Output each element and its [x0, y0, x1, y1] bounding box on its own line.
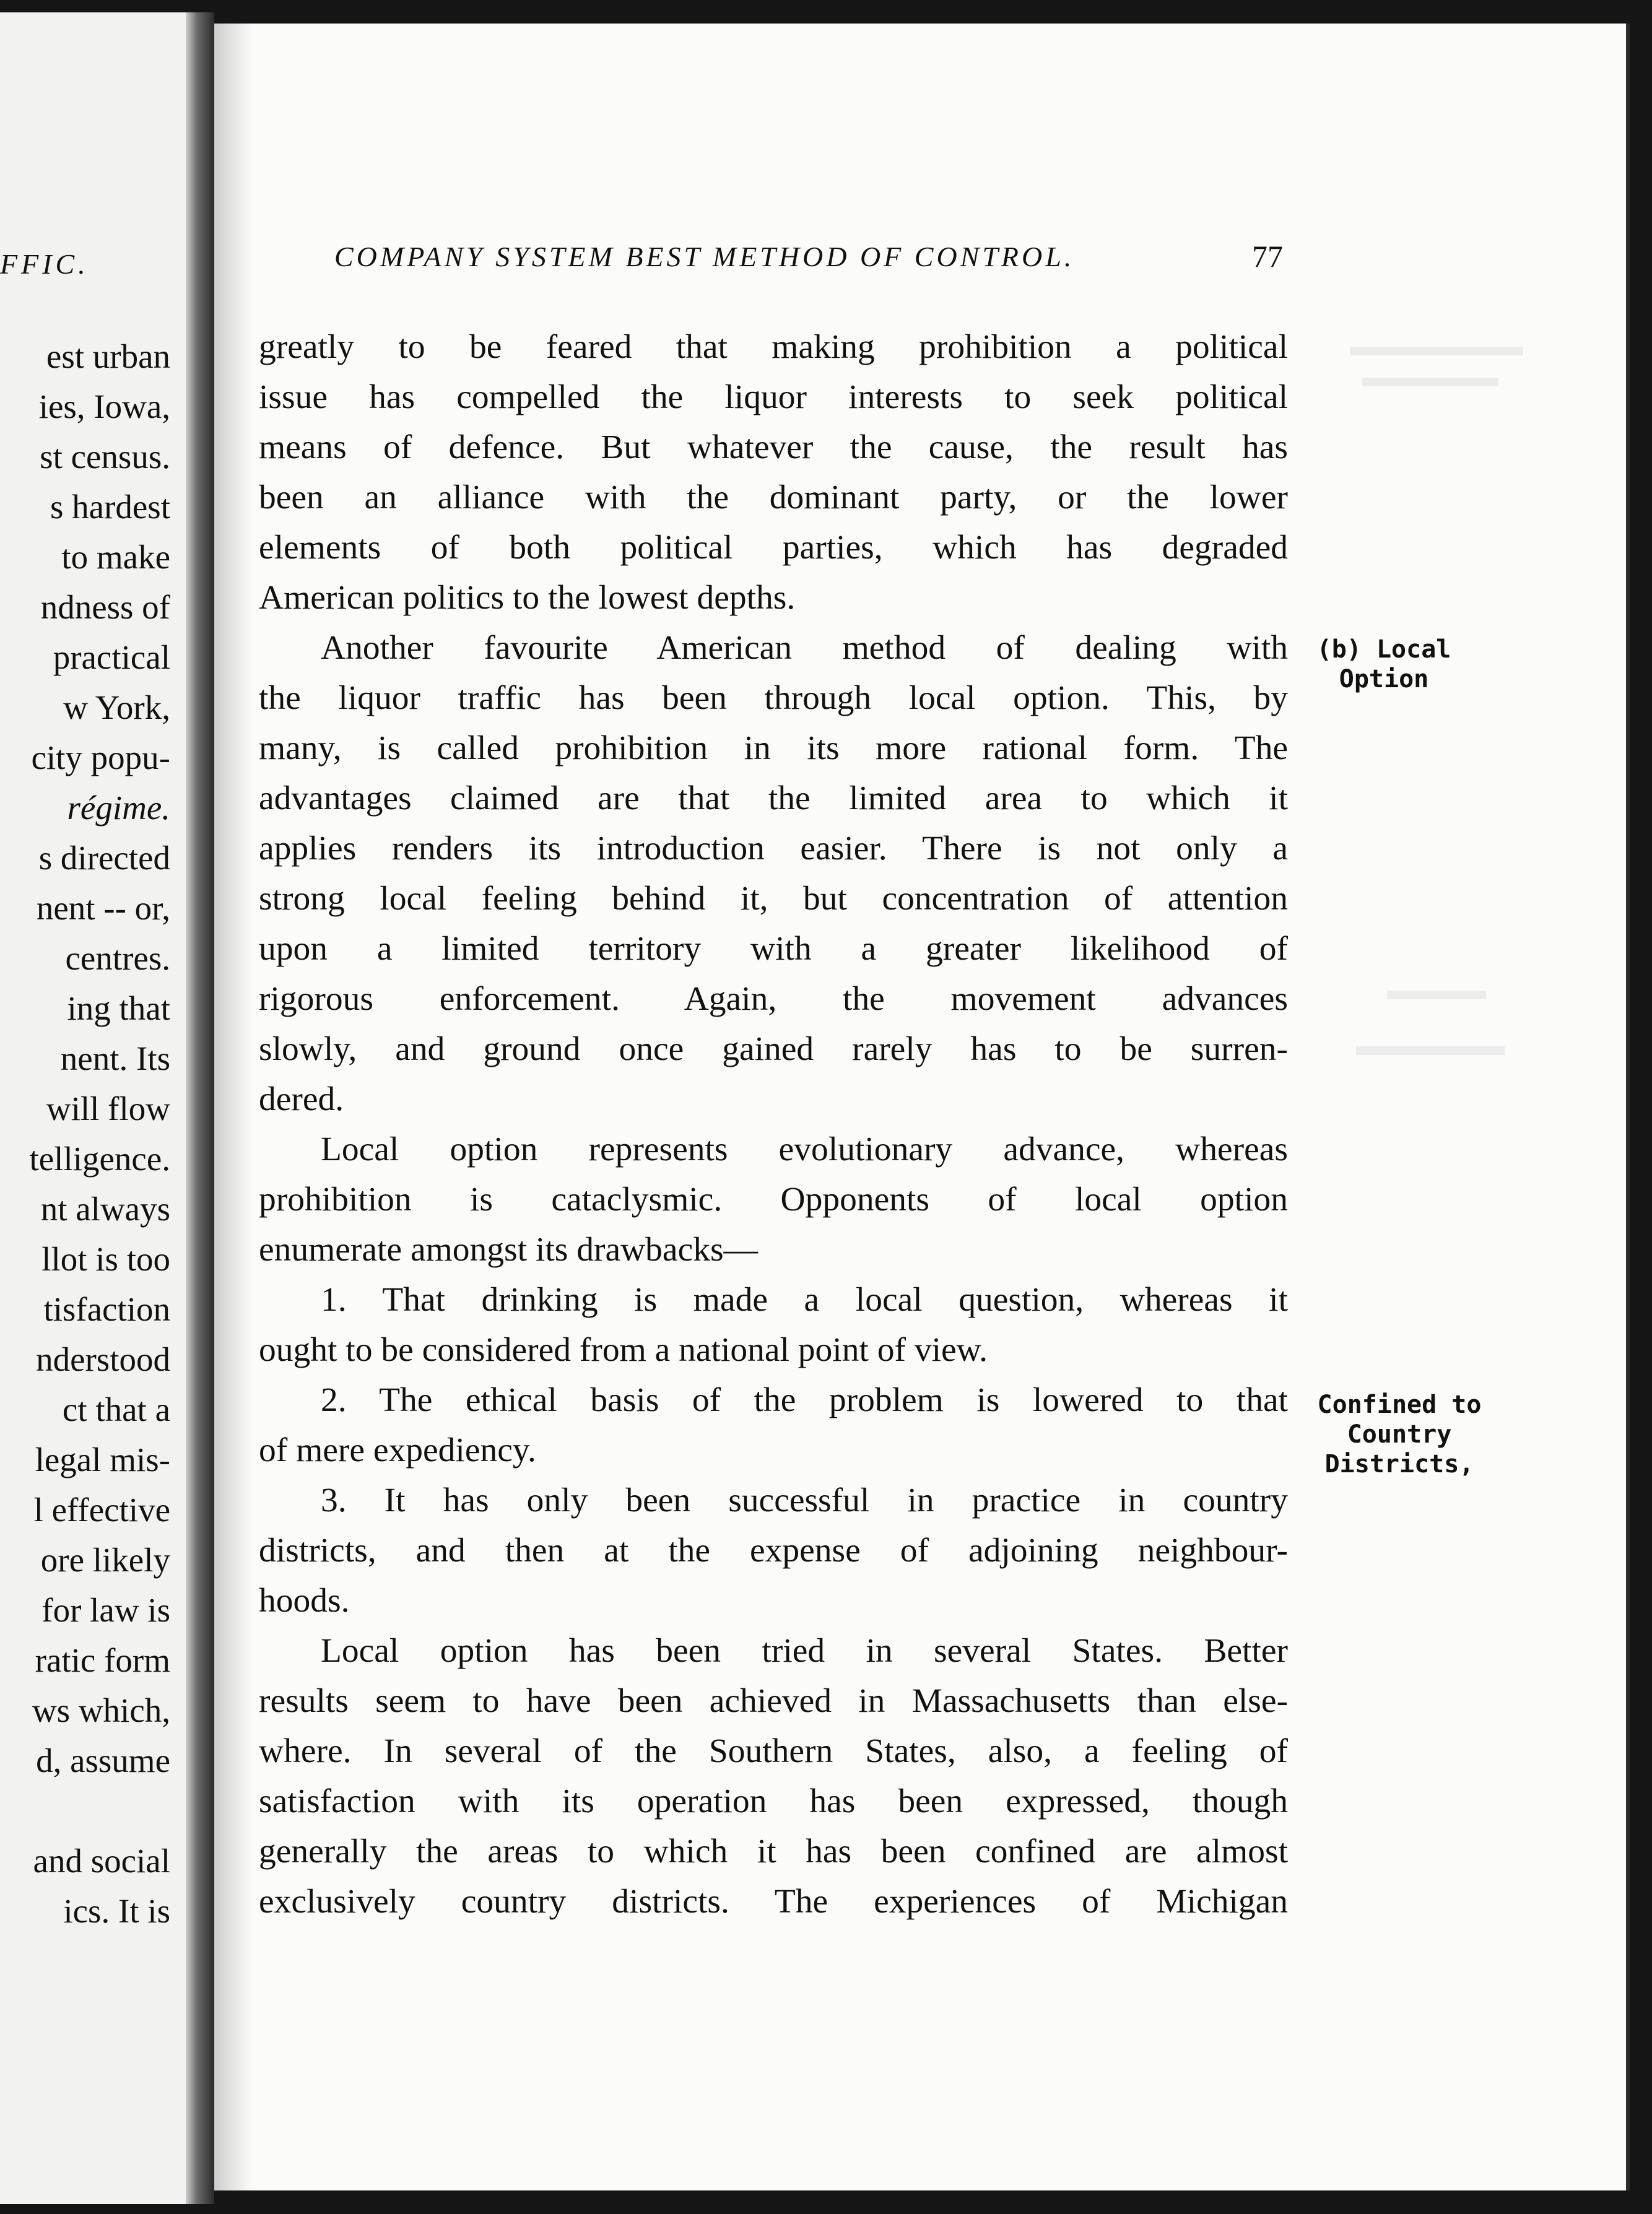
previous-page-strip [0, 12, 186, 2204]
previous-page-line: s hardest [50, 488, 170, 526]
margin-note-line: Option [1339, 665, 1429, 693]
text-line: exclusively country districts. The experiences of Michigan [259, 1883, 1288, 1921]
text-line: advantages claimed are that the limited area to which it [259, 779, 1288, 817]
body-text [259, 322, 1288, 1927]
text-line: many, is called prohibition in its more rational form. The [259, 729, 1288, 767]
text-line: hoods. [259, 1582, 350, 1620]
previous-page-line: est urban [46, 337, 170, 375]
previous-page-line: centres. [65, 939, 170, 977]
text-line: satisfaction with its operation has been expressed, though [259, 1782, 1288, 1820]
text-line: Local option represents evolutionary advance, whereas [321, 1131, 1288, 1168]
text-line: been an alliance with the dominant party, or the lower [259, 479, 1288, 516]
text-line: slowly, and ground once gained rarely has to be surren- [259, 1030, 1288, 1068]
previous-page-line: tisfaction [43, 1290, 170, 1328]
text-line: upon a limited territory with a greater likelihood of [259, 930, 1288, 968]
previous-page-line: ore likely [40, 1541, 170, 1579]
previous-page-running-head: FFIC. [0, 248, 89, 280]
page-number: 77 [1252, 239, 1283, 274]
book-gutter [186, 12, 214, 2204]
text-line: results seem to have been achieved in Massachusetts than else- [259, 1682, 1288, 1720]
previous-page-line: st census. [40, 438, 170, 475]
previous-page-line: llot is too [41, 1240, 170, 1278]
previous-page-line: legal mis- [35, 1441, 170, 1478]
margin-note-line: Districts, [1324, 1450, 1474, 1478]
text-line: rigorous enforcement. Again, the movement advances [259, 980, 1288, 1018]
previous-page-line: ws which, [32, 1691, 170, 1729]
show-through-mark [1350, 347, 1523, 355]
text-line: Another favourite American method of dealing with [321, 629, 1288, 667]
text-line: 2. The ethical basis of the problem is lowered to that [321, 1381, 1288, 1419]
previous-page-line: régime. [67, 789, 170, 827]
show-through-mark [1356, 1046, 1505, 1055]
margin-note-confined-country [1313, 1390, 1486, 1479]
margin-note-local-option [1310, 635, 1458, 694]
running-head: COMPANY SYSTEM BEST METHOD OF CONTROL. [334, 241, 1075, 272]
previous-page-line: nent -- or, [36, 889, 170, 927]
text-line: of mere expediency. [259, 1431, 536, 1469]
previous-page-text [0, 331, 170, 1936]
text-line: applies renders its introduction easier. There is not only a [259, 830, 1288, 867]
page-shadow [214, 24, 251, 2190]
previous-page-line: ratic form [35, 1641, 170, 1679]
show-through-mark [1362, 378, 1498, 386]
previous-page-line: telligence. [29, 1140, 170, 1178]
text-line: American politics to the lowest depths. [259, 579, 796, 617]
previous-page-line [0, 1786, 170, 1836]
text-line: issue has compelled the liquor interests to seek political [259, 378, 1288, 416]
previous-page-line: nent. Its [60, 1040, 170, 1077]
margin-note-line: Confined to [1317, 1391, 1482, 1419]
text-line: means of defence. But whatever the cause, the result has [259, 428, 1288, 466]
text-line: enumerate amongst its drawbacks— [259, 1231, 759, 1269]
margin-note-line: Country [1347, 1420, 1452, 1449]
text-line: where. In several of the Southern States, also, a feeling of [259, 1732, 1288, 1770]
text-line: 3. It has only been successful in practice in country [321, 1482, 1288, 1519]
previous-page-line: and social [33, 1842, 170, 1880]
text-line: greatly to be feared that making prohibition a political [259, 328, 1288, 366]
previous-page-line: ing that [67, 989, 170, 1027]
text-line: the liquor traffic has been through local option. This, by [259, 679, 1288, 717]
previous-page-line: nt always [40, 1190, 170, 1228]
text-line: ought to be considered from a national point of view. [259, 1331, 988, 1369]
text-line: dered. [259, 1080, 344, 1118]
show-through-mark [1387, 991, 1486, 999]
previous-page-line: ics. It is [63, 1892, 170, 1930]
text-line: 1. That drinking is made a local question, whereas it [321, 1281, 1288, 1319]
previous-page-line: will flow [46, 1090, 170, 1127]
previous-page-line: ndness of [40, 588, 170, 626]
previous-page-line: nderstood [36, 1340, 170, 1378]
previous-page-line: w York, [63, 688, 170, 726]
previous-page-line: ies, Iowa, [38, 388, 170, 425]
text-line: elements of both political parties, which has degraded [259, 529, 1288, 567]
previous-page-line: to make [61, 538, 170, 576]
text-line: strong local feeling behind it, but concentration of attention [259, 880, 1288, 918]
previous-page-line: d, assume [36, 1742, 170, 1779]
text-line: districts, and then at the expense of adjoining neighbour- [259, 1532, 1288, 1569]
text-line: generally the areas to which it has been confined are almost [259, 1833, 1288, 1870]
margin-note-line: (b) Local [1316, 635, 1451, 664]
previous-page-line: s directed [38, 839, 170, 877]
previous-page-line: practical [53, 638, 170, 676]
previous-page-line: l effective [33, 1491, 170, 1529]
text-line: prohibition is cataclysmic. Opponents of local option [259, 1181, 1288, 1218]
previous-page-line: city popu- [31, 739, 170, 776]
text-line: Local option has been tried in several States. Better [321, 1632, 1288, 1670]
previous-page-line: for law is [41, 1591, 170, 1629]
previous-page-line: ct that a [62, 1391, 170, 1428]
